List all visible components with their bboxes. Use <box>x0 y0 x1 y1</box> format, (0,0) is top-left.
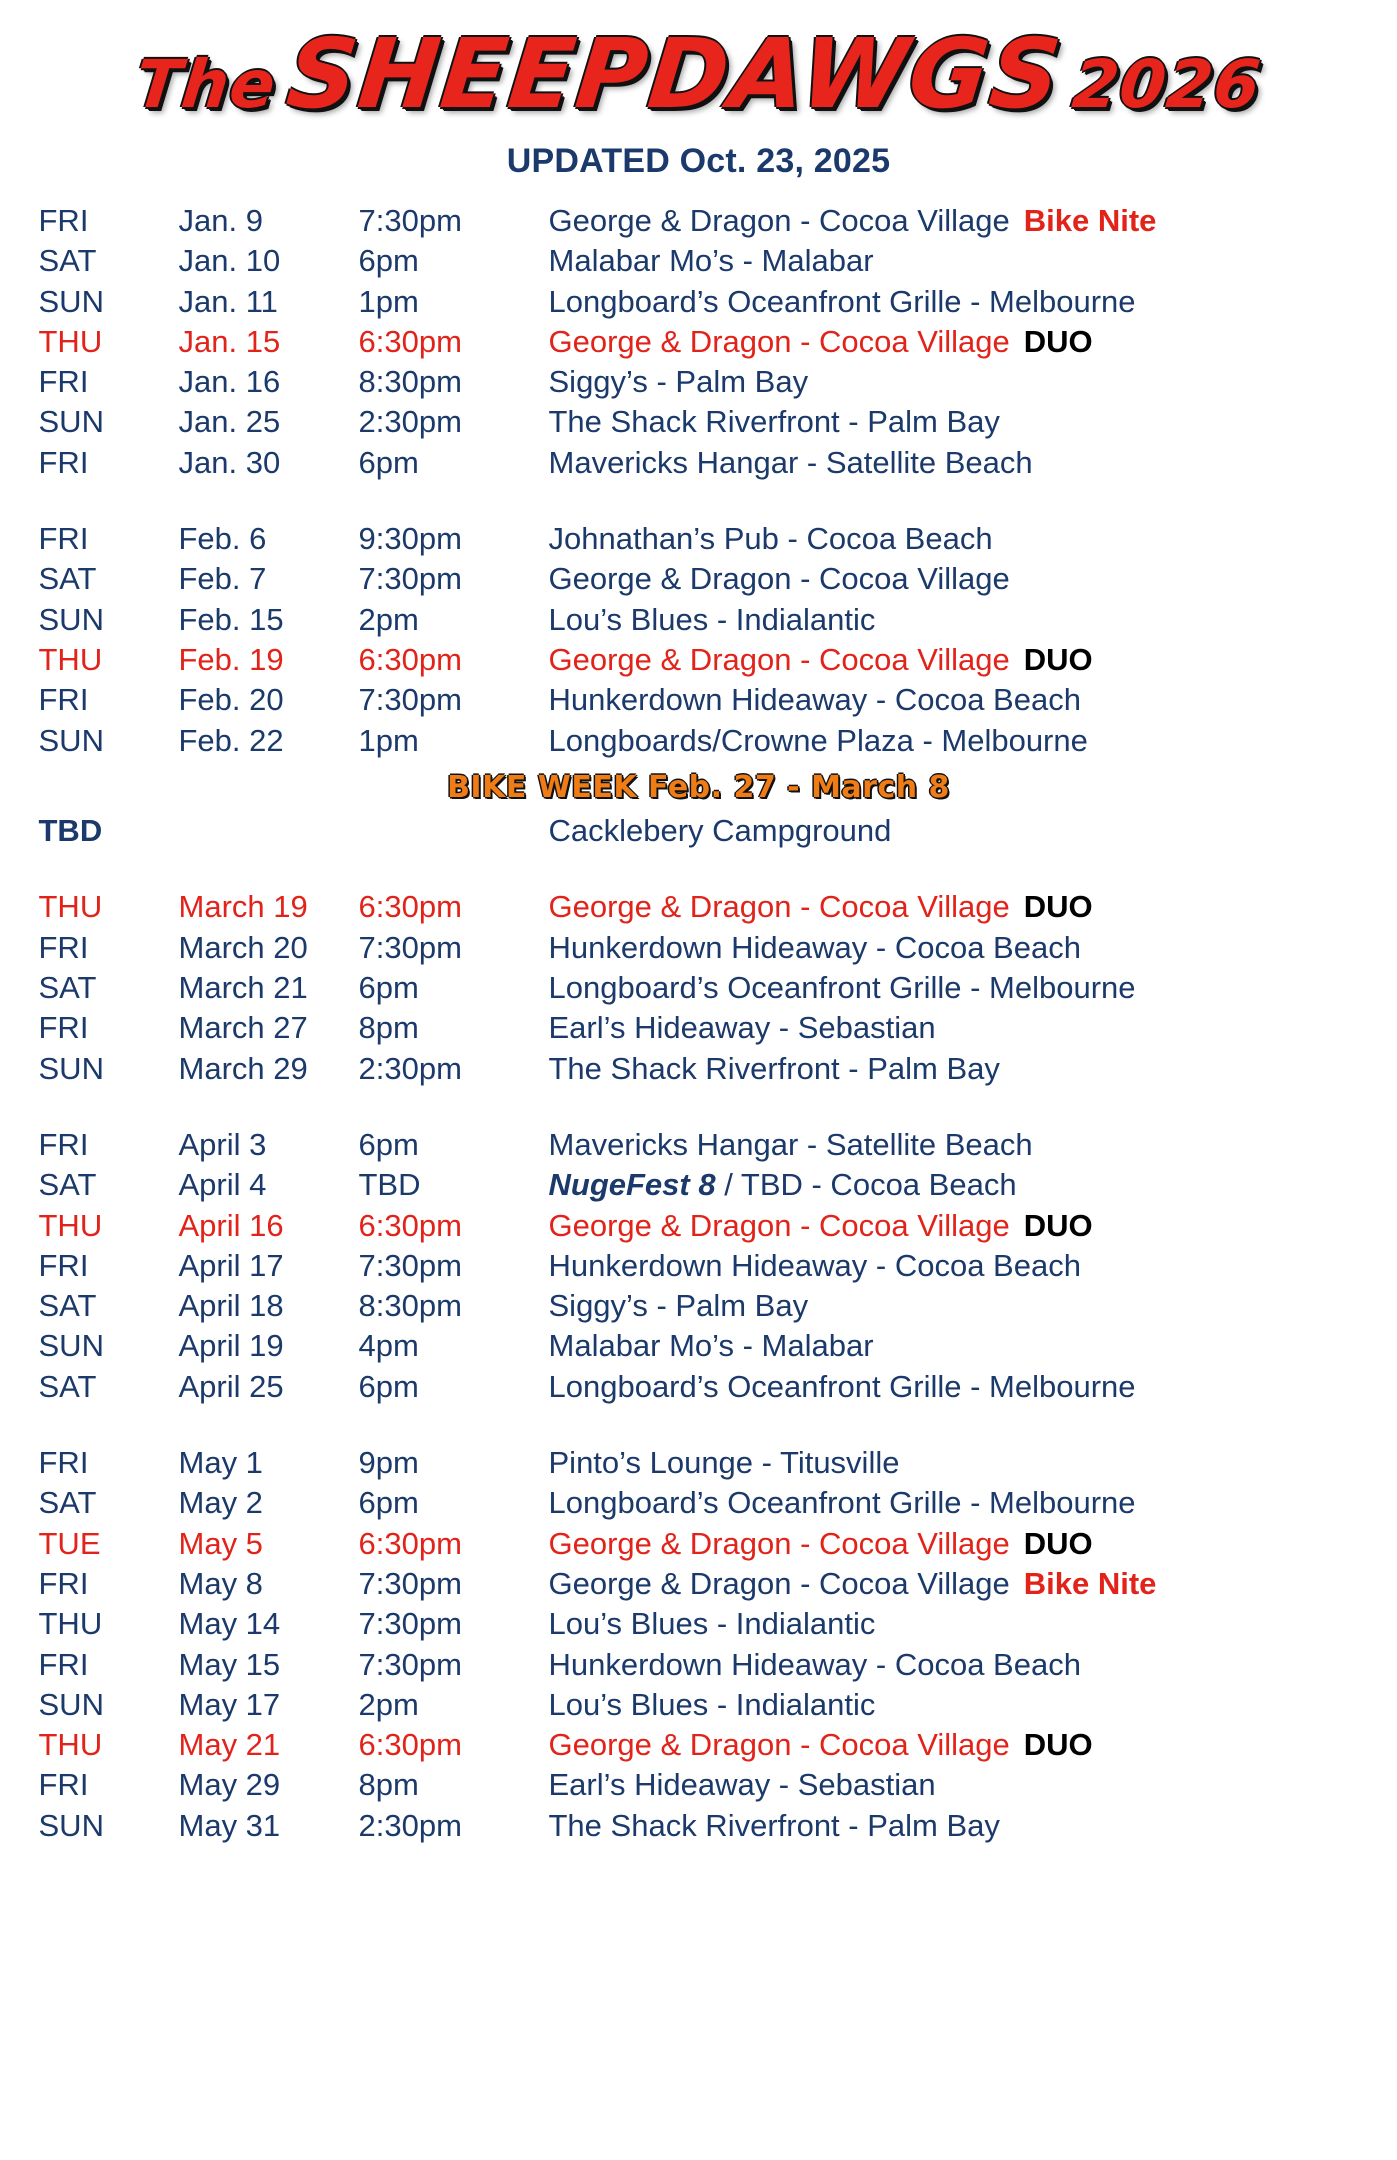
venue-name: Mavericks Hangar - Satellite Beach <box>548 1126 1033 1162</box>
venue-name: George & Dragon - Cocoa Village <box>548 561 1010 597</box>
row-venue <box>549 1367 1359 1407</box>
schedule-row <box>39 1564 1359 1604</box>
row-date: May 14 <box>178 1606 281 1642</box>
row-date: April 17 <box>178 1247 284 1283</box>
row-time: 2:30pm <box>358 404 462 440</box>
row-venue <box>549 1604 1359 1644</box>
venue-name: George & Dragon - Cocoa Village <box>548 323 1010 359</box>
row-date: May 5 <box>178 1525 263 1561</box>
venue-name: Longboard’s Oceanfront Grille - Melbourne <box>548 283 1136 319</box>
row-date: May 17 <box>178 1686 281 1722</box>
venue-name: / TBD - Cocoa Beach <box>715 1167 1017 1203</box>
row-time: 6pm <box>358 243 419 279</box>
row-date: Jan. 10 <box>178 243 281 279</box>
bike-week-heading: BIKE WEEK Feb. 27 - March 8 <box>447 769 950 805</box>
row-time: 1pm <box>358 722 419 758</box>
row-time <box>359 811 549 851</box>
schedule-row <box>39 241 1359 281</box>
row-date: March 20 <box>178 929 308 965</box>
venue-name: Johnathan’s Pub - Cocoa Beach <box>548 521 993 557</box>
row-date: April 3 <box>178 1126 267 1162</box>
venue-name: The Shack Riverfront - Palm Bay <box>548 1050 1000 1086</box>
bike-nite-badge: Bike Nite <box>1023 1565 1157 1601</box>
row-day: SUN <box>38 601 104 637</box>
row-time: 8:30pm <box>358 1288 462 1324</box>
row-day: SUN <box>38 404 104 440</box>
schedule-row <box>39 1286 1359 1326</box>
row-day: THU <box>38 1606 103 1642</box>
venue-name: Longboards/Crowne Plaza - Melbourne <box>548 722 1088 758</box>
row-venue <box>549 928 1359 968</box>
row-day: SAT <box>38 1368 97 1404</box>
schedule-row <box>39 1125 1359 1165</box>
row-venue <box>549 362 1359 402</box>
venue-name: Siggy’s - Palm Bay <box>548 364 809 400</box>
venue-name: George & Dragon - Cocoa Village <box>548 889 1010 925</box>
schedule-row <box>39 201 1359 241</box>
row-venue <box>549 968 1359 1008</box>
row-day: FRI <box>38 1126 89 1162</box>
row-venue <box>549 402 1359 442</box>
venue-name: Malabar Mo’s - Malabar <box>548 243 874 279</box>
schedule-row <box>39 680 1359 720</box>
row-date: March 21 <box>178 970 308 1006</box>
venue-name: Lou’s Blues - Indialantic <box>548 1686 876 1722</box>
row-venue <box>549 519 1359 559</box>
row-time: 7:30pm <box>358 561 462 597</box>
venue-name: Cacklebery Campground <box>548 813 892 849</box>
row-day: SAT <box>38 243 97 279</box>
row-venue <box>549 201 1359 241</box>
row-time: 6:30pm <box>358 889 462 925</box>
row-date: Feb. 6 <box>178 521 267 557</box>
row-day: SAT <box>38 1288 97 1324</box>
row-date: April 25 <box>178 1368 284 1404</box>
row-day: THU <box>38 641 103 677</box>
schedule-row <box>39 1483 1359 1523</box>
row-venue <box>549 1645 1359 1685</box>
row-time: 6:30pm <box>358 1525 462 1561</box>
row-date <box>179 811 359 851</box>
row-venue <box>549 1685 1359 1725</box>
schedule-row <box>39 1685 1359 1725</box>
venue-name: Earl’s Hideaway - Sebastian <box>548 1767 936 1803</box>
row-time: 8:30pm <box>358 364 462 400</box>
schedule-row <box>39 443 1359 483</box>
row-date: May 15 <box>178 1646 281 1682</box>
row-date: Feb. 7 <box>178 561 267 597</box>
row-time: 2:30pm <box>358 1807 462 1843</box>
row-date: Jan. 15 <box>178 323 281 359</box>
row-time: 7:30pm <box>358 929 462 965</box>
row-date: May 1 <box>178 1445 263 1481</box>
row-date: Jan. 11 <box>178 283 278 319</box>
row-date: Feb. 22 <box>178 722 284 758</box>
schedule-row <box>39 1645 1359 1685</box>
row-time: 7:30pm <box>358 203 462 238</box>
schedule-row <box>39 968 1359 1008</box>
venue-name: Hunkerdown Hideaway - Cocoa Beach <box>548 1247 1081 1283</box>
row-day: SAT <box>38 1167 97 1203</box>
row-venue <box>549 1765 1359 1805</box>
row-day: FRI <box>38 521 89 557</box>
venue-name: George & Dragon - Cocoa Village <box>548 1207 1010 1243</box>
row-time: 6:30pm <box>358 1727 462 1763</box>
row-time: 7:30pm <box>358 1606 462 1642</box>
row-date: April 16 <box>178 1207 284 1243</box>
schedule-row <box>39 721 1359 761</box>
row-venue <box>549 1008 1359 1048</box>
row-date: April 19 <box>178 1328 284 1364</box>
schedule-row <box>39 559 1359 599</box>
row-day: SUN <box>38 1050 104 1086</box>
venue-name: Siggy’s - Palm Bay <box>548 1288 809 1324</box>
venue-name: George & Dragon - Cocoa Village <box>548 203 1010 238</box>
logo-word-bandname: SHEEPDAWGS <box>281 18 1068 130</box>
row-time: 6pm <box>358 970 419 1006</box>
row-day: FRI <box>38 364 89 400</box>
tbd-label: TBD <box>38 813 103 849</box>
bike-nite-badge: Bike Nite <box>1023 203 1157 238</box>
venue-name: Longboard’s Oceanfront Grille - Melbourne <box>548 1485 1136 1521</box>
row-venue <box>549 1286 1359 1326</box>
row-date: March 19 <box>178 889 308 925</box>
schedule-row <box>39 887 1359 927</box>
venue-name: Hunkerdown Hideaway - Cocoa Beach <box>548 929 1081 965</box>
schedule-row <box>39 1049 1359 1089</box>
duo-badge: DUO <box>1023 1727 1093 1763</box>
row-day: FRI <box>38 203 89 238</box>
row-time: 6:30pm <box>358 641 462 677</box>
row-venue <box>549 1443 1359 1483</box>
row-venue <box>549 1206 1359 1246</box>
row-day: THU <box>38 323 103 359</box>
row-date: Feb. 19 <box>178 641 284 677</box>
row-date: May 8 <box>178 1565 263 1601</box>
schedule-row <box>39 1604 1359 1644</box>
row-venue <box>549 1725 1359 1765</box>
schedule-row <box>39 1326 1359 1366</box>
schedule-row <box>39 1206 1359 1246</box>
venue-name: Lou’s Blues - Indialantic <box>548 601 876 637</box>
row-date: Jan. 25 <box>178 404 281 440</box>
venue-name: Lou’s Blues - Indialantic <box>548 1606 876 1642</box>
row-day: FRI <box>38 1646 89 1682</box>
duo-badge: DUO <box>1023 1525 1093 1561</box>
schedule-row <box>39 322 1359 362</box>
venue-name: George & Dragon - Cocoa Village <box>548 1565 1010 1601</box>
venue-name: Pinto’s Lounge - Titusville <box>548 1445 900 1481</box>
schedule-row <box>39 282 1359 322</box>
schedule-spacer <box>39 851 1359 887</box>
schedule-row <box>39 1806 1359 1846</box>
row-day: FRI <box>38 1565 89 1601</box>
row-time: TBD <box>358 1167 421 1203</box>
row-venue <box>549 282 1359 322</box>
row-date: Jan. 30 <box>178 444 281 480</box>
duo-badge: DUO <box>1023 889 1093 925</box>
venue-name: Hunkerdown Hideaway - Cocoa Beach <box>548 682 1081 718</box>
row-day: TUE <box>38 1525 101 1561</box>
venue-name: George & Dragon - Cocoa Village <box>548 1525 1010 1561</box>
schedule-row <box>39 600 1359 640</box>
schedule-row <box>39 1367 1359 1407</box>
row-venue <box>549 559 1359 599</box>
row-date: Jan. 16 <box>178 364 281 400</box>
row-venue <box>549 1326 1359 1366</box>
schedule-spacer <box>39 483 1359 519</box>
row-day: SUN <box>38 1328 104 1364</box>
row-day: FRI <box>38 444 89 480</box>
row-date: May 31 <box>178 1807 281 1843</box>
row-venue <box>549 1165 1359 1205</box>
schedule-spacer <box>39 1089 1359 1125</box>
row-venue <box>549 443 1359 483</box>
row-day: SUN <box>38 1686 104 1722</box>
row-day: FRI <box>38 1445 89 1481</box>
row-venue <box>549 1125 1359 1165</box>
venue-highlight: NugeFest 8 <box>548 1167 716 1203</box>
row-day: SUN <box>38 722 104 758</box>
row-venue <box>549 640 1359 680</box>
logo-word-year: 2026 <box>1069 46 1266 123</box>
row-date: May 29 <box>178 1767 281 1803</box>
row-venue <box>549 1246 1359 1286</box>
row-day: FRI <box>38 1010 89 1046</box>
row-date: April 4 <box>178 1167 267 1203</box>
schedule-table <box>39 201 1359 1846</box>
row-time: 6pm <box>358 1485 419 1521</box>
schedule-row <box>39 1524 1359 1564</box>
schedule-row <box>39 1443 1359 1483</box>
row-time: 6:30pm <box>358 323 462 359</box>
row-time: 8pm <box>358 1767 419 1803</box>
duo-badge: DUO <box>1023 1207 1093 1243</box>
row-venue <box>549 721 1359 761</box>
row-time: 7:30pm <box>358 1646 462 1682</box>
schedule-row <box>39 362 1359 402</box>
venue-name: Earl’s Hideaway - Sebastian <box>548 1010 936 1046</box>
schedule-row <box>39 928 1359 968</box>
row-day: THU <box>38 1207 103 1243</box>
venue-name: Mavericks Hangar - Satellite Beach <box>548 444 1033 480</box>
venue-name: Longboard’s Oceanfront Grille - Melbourne <box>548 1368 1136 1404</box>
logo-word-the: The <box>131 46 280 123</box>
row-date: April 18 <box>178 1288 284 1324</box>
schedule-row <box>39 1725 1359 1765</box>
row-time: 9:30pm <box>358 521 462 557</box>
row-day: FRI <box>38 1767 89 1803</box>
venue-name: Hunkerdown Hideaway - Cocoa Beach <box>548 1646 1081 1682</box>
row-time: 6pm <box>358 1368 419 1404</box>
row-date: Feb. 20 <box>178 682 284 718</box>
row-date: March 27 <box>178 1010 308 1046</box>
schedule-row <box>39 519 1359 559</box>
updated-date: UPDATED Oct. 23, 2025 <box>506 142 891 180</box>
row-time: 7:30pm <box>358 682 462 718</box>
schedule-spacer <box>39 1407 1359 1443</box>
row-venue <box>549 887 1359 927</box>
row-venue <box>549 1806 1359 1846</box>
row-day: FRI <box>38 682 89 718</box>
row-date: Jan. 9 <box>178 203 263 238</box>
row-time: 2pm <box>358 1686 419 1722</box>
row-venue <box>549 680 1359 720</box>
venue-name: The Shack Riverfront - Palm Bay <box>548 404 1000 440</box>
venue-name: Longboard’s Oceanfront Grille - Melbourne <box>548 970 1136 1006</box>
schedule-row <box>39 1008 1359 1048</box>
schedule-row <box>39 1165 1359 1205</box>
row-day: FRI <box>38 929 89 965</box>
venue-name: The Shack Riverfront - Palm Bay <box>548 1807 1000 1843</box>
schedule-row <box>39 1765 1359 1805</box>
row-day: THU <box>38 889 103 925</box>
row-time: 1pm <box>358 283 419 319</box>
row-venue <box>549 1524 1359 1564</box>
row-day: SAT <box>38 561 97 597</box>
row-time: 7:30pm <box>358 1247 462 1283</box>
row-time: 8pm <box>358 1010 419 1046</box>
row-venue <box>549 322 1359 362</box>
row-venue <box>549 241 1359 281</box>
duo-badge: DUO <box>1023 641 1093 677</box>
row-time: 6pm <box>358 1126 419 1162</box>
bike-week-heading-row <box>39 761 1359 811</box>
row-day <box>39 811 179 851</box>
venue-name: Malabar Mo’s - Malabar <box>548 1328 874 1364</box>
row-time: 2pm <box>358 601 419 637</box>
schedule-row <box>39 1246 1359 1286</box>
row-day: FRI <box>38 1247 89 1283</box>
row-time: 7:30pm <box>358 1565 462 1601</box>
row-venue <box>549 1564 1359 1604</box>
venue-name: George & Dragon - Cocoa Village <box>548 641 1010 677</box>
row-date: Feb. 15 <box>178 601 284 637</box>
row-day: SAT <box>38 1485 97 1521</box>
row-venue <box>549 600 1359 640</box>
row-venue <box>549 1049 1359 1089</box>
venue-name: George & Dragon - Cocoa Village <box>548 1727 1010 1763</box>
row-date: May 2 <box>178 1485 263 1521</box>
band-logo-banner <box>30 14 1367 132</box>
row-time: 9pm <box>358 1445 419 1481</box>
schedule-row <box>39 811 1359 851</box>
row-venue <box>549 811 1359 851</box>
row-time: 6pm <box>358 444 419 480</box>
row-day: THU <box>38 1727 103 1763</box>
duo-badge: DUO <box>1023 323 1093 359</box>
schedule-row <box>39 640 1359 680</box>
row-day: SAT <box>38 970 97 1006</box>
row-venue <box>549 1483 1359 1523</box>
row-day: SUN <box>38 1807 104 1843</box>
schedule-row <box>39 402 1359 442</box>
row-time: 2:30pm <box>358 1050 462 1086</box>
row-date: March 29 <box>178 1050 308 1086</box>
row-time: 4pm <box>358 1328 419 1364</box>
row-day: SUN <box>38 283 104 319</box>
row-time: 6:30pm <box>358 1207 462 1243</box>
row-date: May 21 <box>178 1727 281 1763</box>
